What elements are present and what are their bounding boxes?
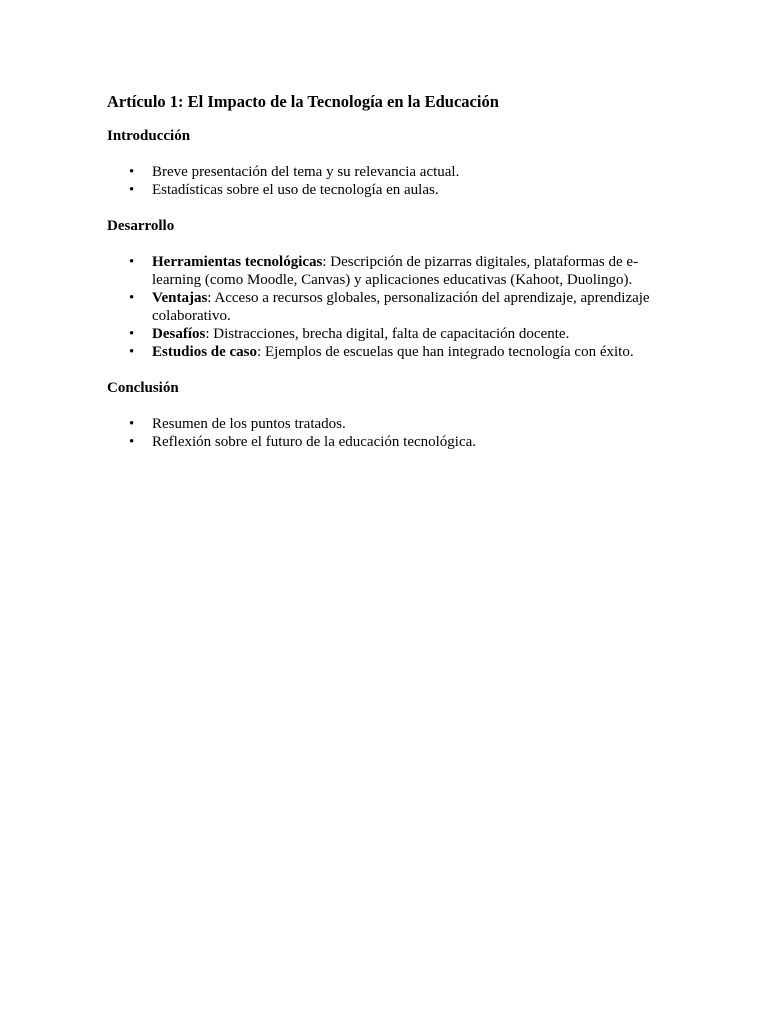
list-item: • Reflexión sobre el futuro de la educación tecnológica. [152,433,663,451]
list-item-text: : Distracciones, brecha digital, falta de capacitación docente. [205,326,570,342]
list-item [152,253,663,289]
list-item-term: Ventajas [152,290,208,306]
list-item-term: Herramientas tecnológicas [152,254,323,270]
development-list [107,253,663,361]
list-item-text: : Acceso a recursos globales, personalización del aprendizaje, aprendizaje colaborativo. [152,290,650,324]
list-item: • Breve presentación del tema y su relevancia actual. [152,163,663,181]
list-item: • Resumen de los puntos tratados. [152,415,663,433]
list-item [152,289,663,325]
section-heading-desarrollo: Desarrollo [107,218,175,234]
list-item: • Estadísticas sobre el uso de tecnología en aulas. [152,181,663,199]
section-heading-introduccion: Introducción [107,128,191,144]
list-item-term: Estudios de caso [152,344,258,360]
document-title: Artículo 1: El Impacto de la Tecnología en la Educación [107,92,499,111]
conclusion-list [107,415,663,451]
list-item [152,325,663,343]
document-page [107,91,663,469]
section-heading-conclusion: Conclusión [107,380,179,396]
list-item-text: : Descripción de pizarras digitales, plataformas de e-learning (como Moodle, Canvas) y aplicaciones educativas (Kahoot, Duolingo). [152,254,639,288]
intro-list [107,163,663,199]
list-item [152,343,663,361]
list-item-text: : Ejemplos de escuelas que han integrado tecnología con éxito. [257,344,634,360]
list-item-term: Desafíos [152,326,206,342]
